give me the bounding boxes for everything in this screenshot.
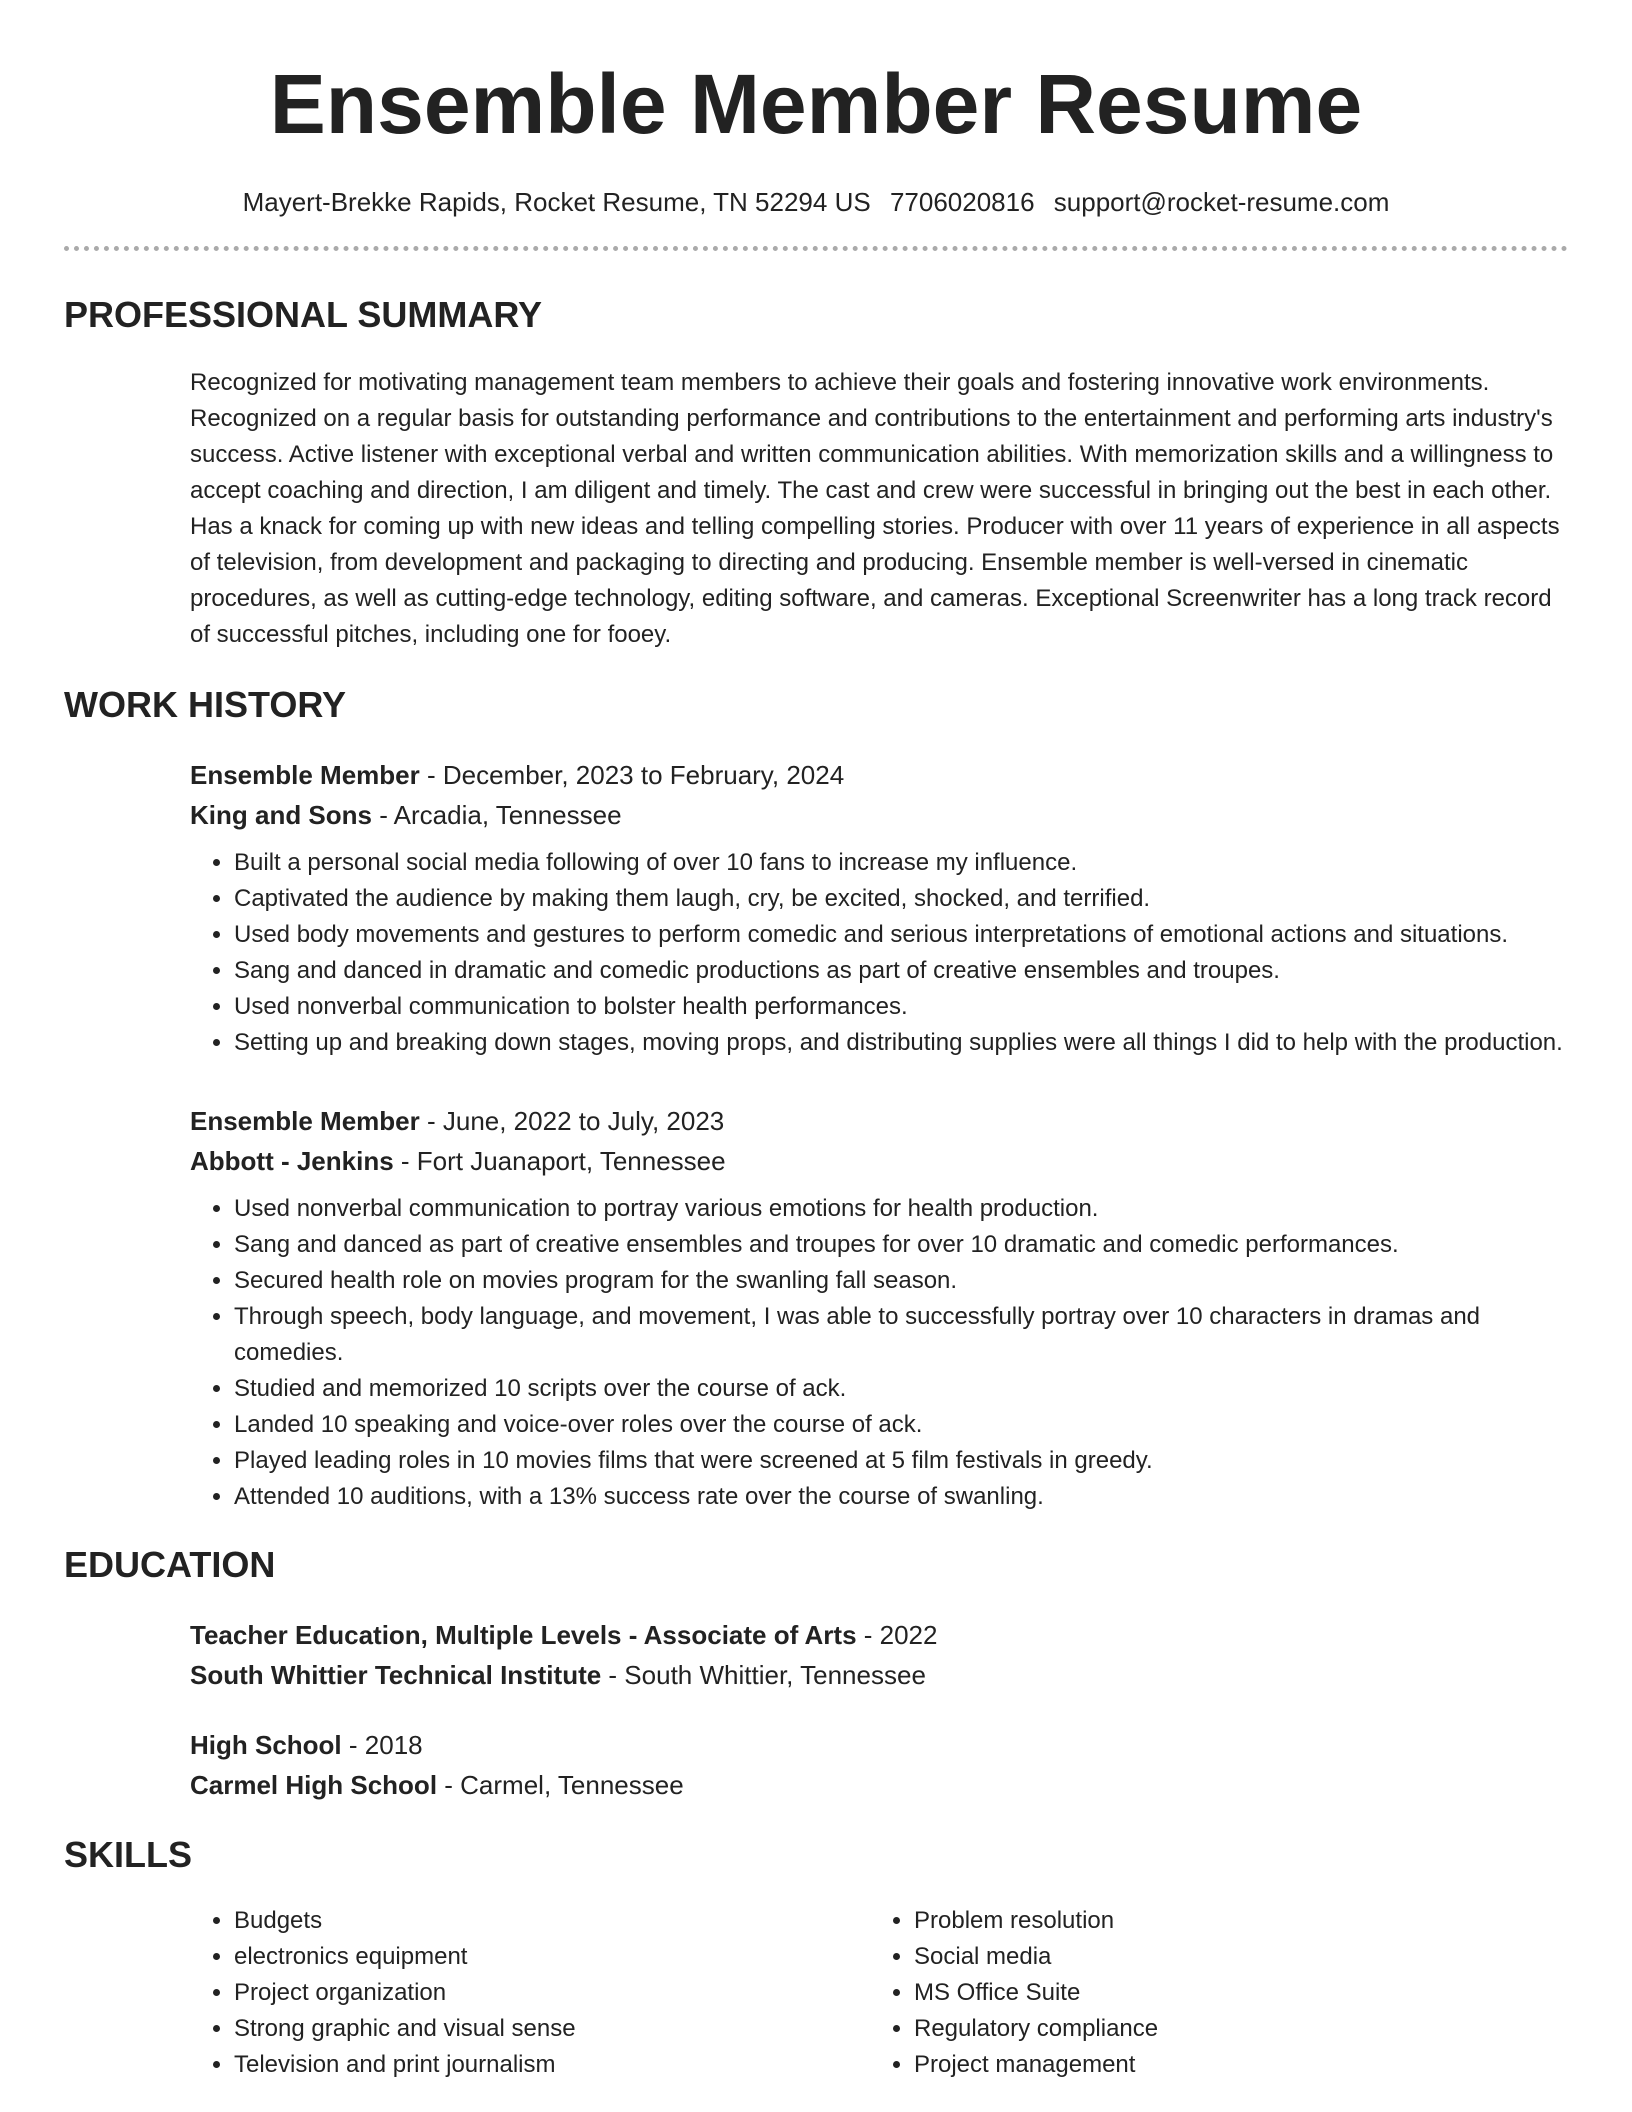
education-location: - South Whittier, Tennessee	[601, 1660, 926, 1690]
list-item: • Used nonverbal communication to portray various emotions for health production.	[234, 1191, 1568, 1227]
job-role: Ensemble Member	[190, 1106, 420, 1136]
list-item: • electronics equipment	[234, 1939, 870, 1975]
education-school: Carmel High School	[190, 1770, 438, 1800]
job-entry	[190, 755, 1568, 1061]
list-item: • Played leading roles in 10 movies films that were screened at 5 film festivals in greedy.	[234, 1443, 1568, 1479]
list-item: • Setting up and breaking down stages, moving props, and distributing supplies were all things I did to help with the production.	[234, 1025, 1568, 1061]
contact-address: Mayert-Brekke Rapids, Rocket Resume, TN 52294 US	[242, 187, 871, 217]
list-item: • Strong graphic and visual sense	[234, 2011, 870, 2047]
section-title-skills: SKILLS	[64, 1834, 193, 1875]
education-degree: High School	[190, 1730, 342, 1760]
job-dates: - June, 2022 to July, 2023	[419, 1106, 725, 1136]
job-bullets	[190, 845, 1568, 1061]
education-year: - 2018	[341, 1730, 423, 1760]
list-item: • Project management	[914, 2047, 1550, 2083]
skills-grid	[190, 1903, 1568, 2083]
education-school-line	[190, 1655, 1568, 1695]
list-item: • Studied and memorized 10 scripts over the course of ack.	[234, 1371, 1568, 1407]
job-location: - Arcadia, Tennessee	[372, 800, 622, 830]
list-item: • Problem resolution	[914, 1903, 1550, 1939]
job-company: Abbott - Jenkins	[190, 1146, 394, 1176]
list-item: • Project organization	[234, 1975, 870, 2011]
list-item: • Captivated the audience by making them laugh, cry, be excited, shocked, and terrified.	[234, 881, 1568, 917]
education-year: - 2022	[856, 1620, 938, 1650]
education-degree: Teacher Education, Multiple Levels - Associate of Arts	[190, 1620, 857, 1650]
header-divider	[64, 246, 1568, 251]
list-item: • MS Office Suite	[914, 1975, 1550, 2011]
job-location: - Fort Juanaport, Tennessee	[393, 1146, 726, 1176]
list-item: • Regulatory compliance	[914, 2011, 1550, 2047]
education-school: South Whittier Technical Institute	[190, 1660, 602, 1690]
job-role: Ensemble Member	[190, 760, 420, 790]
contact-phone: 7706020816	[889, 187, 1035, 217]
list-item: • Built a personal social media following of over 10 fans to increase my influence.	[234, 845, 1568, 881]
summary-text: Recognized for motivating management team members to achieve their goals and fostering innovative work environments. Recognized on a regular basis for outstanding performance and contributions to the entertainment and performing arts industry's success. Active listener with exceptional verbal and written communication abilities. With memorization skills and a willingness to accept coaching and direction, I am diligent and timely. The cast and crew were successful in bringing out the best in each other. Has a knack for coming up with new ideas and telling compelling stories. Producer with over 11 years of experience in all aspects of television, from development and packaging to directing and producing. Ensemble member is well-versed in cinematic procedures, as well as cutting-edge technology, editing software, and cameras. Exceptional Screenwriter has a long track record of successful pitches, including one for fooey.	[190, 369, 1560, 648]
list-item: • Television and print journalism	[234, 2047, 870, 2083]
skills-column-left	[190, 1903, 870, 2083]
contact-email: support@rocket-resume.com	[1053, 187, 1390, 217]
list-item: • Sang and danced as part of creative ensembles and troupes for over 10 dramatic and comedic performances.	[234, 1227, 1568, 1263]
section-title-education: EDUCATION	[64, 1544, 276, 1585]
resume-title: Ensemble Member Resume	[269, 57, 1363, 151]
section-work-history	[64, 683, 1568, 1515]
list-item: • Secured health role on movies program for the swanling fall season.	[234, 1263, 1568, 1299]
section-title-work: WORK HISTORY	[64, 684, 347, 725]
job-dates: - December, 2023 to February, 2024	[419, 760, 845, 790]
education-degree-line	[190, 1725, 1568, 1765]
job-title-line	[190, 1101, 1568, 1141]
list-item: • Attended 10 auditions, with a 13% success rate over the course of swanling.	[234, 1479, 1568, 1515]
job-title-line	[190, 755, 1568, 795]
job-bullets	[190, 1191, 1568, 1515]
section-title-summary: PROFESSIONAL SUMMARY	[64, 294, 543, 335]
education-location: - Carmel, Tennessee	[437, 1770, 684, 1800]
job-entry	[190, 1101, 1568, 1515]
education-entry	[190, 1615, 1568, 1695]
list-item: • Used body movements and gestures to perform comedic and serious interpretations of emotional actions and situations.	[234, 917, 1568, 953]
job-company-line	[190, 795, 1568, 835]
job-company: King and Sons	[190, 800, 372, 830]
job-company-line	[190, 1141, 1568, 1181]
list-item: • Through speech, body language, and movement, I was able to successfully portray over 10 characters in dramas and comedies.	[234, 1299, 1568, 1371]
list-item: • Sang and danced in dramatic and comedic productions as part of creative ensembles and troupes.	[234, 953, 1568, 989]
list-item: • Social media	[914, 1939, 1550, 1975]
skills-column-right	[870, 1903, 1550, 2083]
section-education	[64, 1543, 1568, 1805]
education-entry	[190, 1725, 1568, 1805]
list-item: • Used nonverbal communication to bolster health performances.	[234, 989, 1568, 1025]
contact-line	[64, 186, 1568, 218]
education-degree-line	[190, 1615, 1568, 1655]
section-professional-summary	[64, 293, 1568, 653]
list-item: • Budgets	[234, 1903, 870, 1939]
list-item: • Landed 10 speaking and voice-over roles over the course of ack.	[234, 1407, 1568, 1443]
section-skills	[64, 1833, 1568, 2083]
education-school-line	[190, 1765, 1568, 1805]
